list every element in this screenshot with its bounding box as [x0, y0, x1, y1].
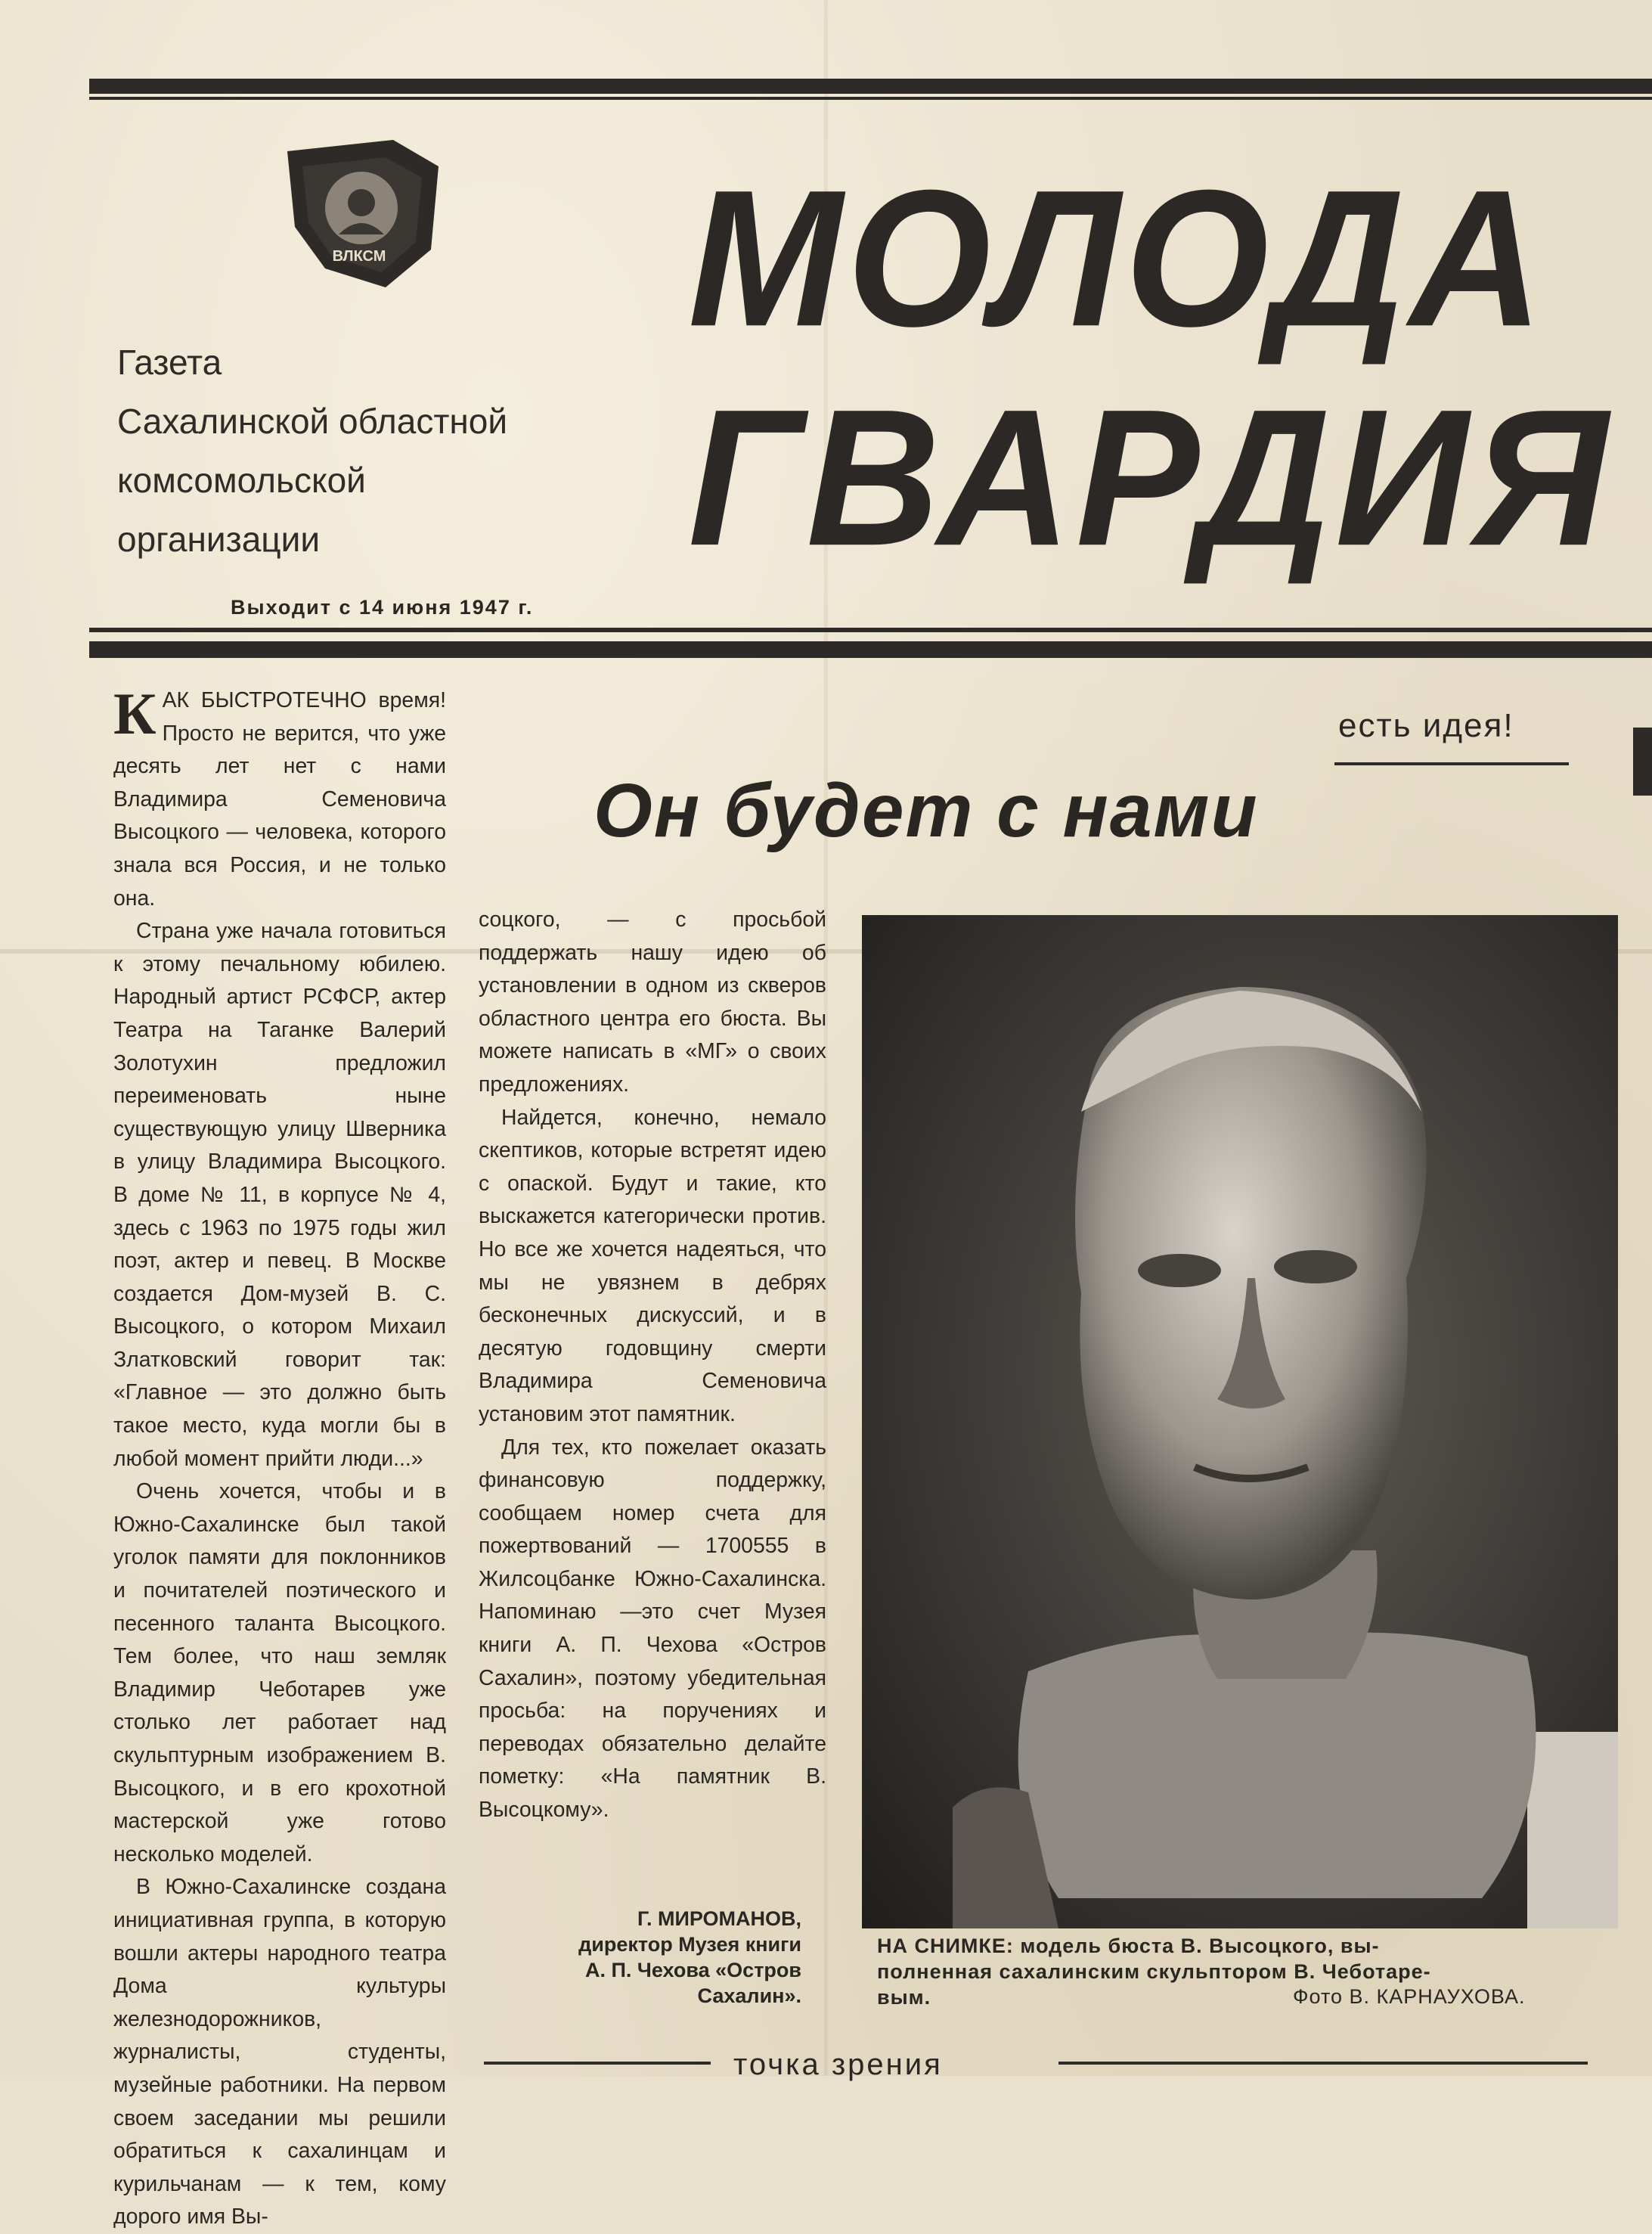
rubric-underline	[1334, 762, 1569, 765]
masthead-bottom-rule-thick	[89, 641, 1652, 658]
masthead-bottom-rule	[89, 628, 1652, 632]
rubric-label: есть идея!	[1338, 707, 1514, 744]
edge-bar	[1633, 728, 1652, 796]
article-column-2	[479, 904, 826, 1827]
bottom-rule-left	[484, 2062, 711, 2065]
masthead-top-rule	[89, 79, 1652, 94]
article-headline: Он будет с нами	[594, 768, 1259, 853]
signature-line: директор Музея книги	[578, 1933, 801, 1956]
signature-line: Г. МИРОМАНОВ,	[637, 1907, 801, 1930]
masthead-title-line1: МОЛОДА	[688, 149, 1548, 367]
article-paragraph: КАК БЫСТРОТЕЧНО время! Просто не верится, что уже десять лет нет с нами Владимира Семеновича Высоцкого — человека, которого знала вся Россия, и не только она.	[113, 681, 446, 911]
signature-line: Сахалин».	[697, 1984, 801, 2007]
subtitle-line: комсомольской	[117, 461, 366, 500]
signature-line: А. П. Чехова «Остров	[585, 1959, 801, 1981]
drop-cap: К	[113, 681, 157, 746]
bust-photo-image	[862, 915, 1618, 1928]
bottom-rule-right	[1058, 2062, 1588, 2065]
article-paragraph: Страна уже начала готовиться к этому печальному юбилею. Народный артист РСФСР, актер Театра на Таганке Валерий Золотухин предложил переименовать ныне существующую улицу Шверника в улицу Владимира Высоцкого. В доме № 11, в корпусе № 4, здесь с 1963 по 1975 годы жил поэт, актер и певец. В Москве создается Дом-музей В. С. Высоцкого, о котором Михаил Златковский говорит так: «Главное — это должно быть такое место, куда могли бы в любой момент прийти люди...»	[113, 919, 446, 1471]
article-paragraph: Для тех, кто пожелает оказать финансовую поддержку, сообщаем номер счета для пожертвований — 1700555 в Жилсоцбанке Южно-Сахалинска. Напоминаю —это счет Музея книги А. П. Чехова «Остров Сахалин», поэтому убедительная просьба: на поручениях и переводах обязательно делайте пометку: «На памятник В. Высоцкому».	[479, 1435, 826, 1823]
subtitle-line: организации	[117, 520, 321, 559]
article-paragraph: В Южно-Сахалинске создана инициативная группа, в которую вошли актеры народного театра Дома культуры железнодорожников, журналисты, студенты, музейные работники. На первом своем заседании мы решили обратиться к сахалинцам и курильчанам — к тем, кому дорого имя Вы-	[113, 1875, 446, 2229]
article-paragraph: Очень хочется, чтобы и в Южно-Сахалинске был такой уголок памяти для поклонников и почитателей поэтического и песенного таланта Высоцкого. Тем более, что наш земляк Владимир Чеботарев уже столько лет работает над скульптурным изображением В. Высоцкого, и в его крохотной мастерской уже готово несколько моделей.	[113, 1479, 446, 1866]
vlksm-badge-icon	[280, 136, 446, 295]
subtitle-line: Сахалинской областной	[117, 402, 508, 441]
subtitle-line: Газета	[117, 343, 222, 382]
bust-photo	[862, 915, 1618, 1928]
article-paragraph: соцкого, — с просьбой поддержать нашу идею об установлении в одном из скверов областного центра его бюста. Вы можете написать в «МГ» о своих предложениях.	[479, 908, 826, 1097]
article-paragraph: Найдется, конечно, немало скептиков, которые встретят идею с опаской. Будут и такие, кто выскажется категорически против. Но все же хочется надеяться, что мы не увязнем в дебрях бесконечных дискуссий, и в десятую годовщину смерти Владимира Семеновича установим этот памятник.	[479, 1105, 826, 1426]
photo-credit: Фото В. КАРНАУХОВА.	[1293, 1985, 1526, 2008]
caption-line: НА СНИМКЕ: модель бюста В. Высоцкого, вы-	[877, 1935, 1380, 1957]
published-since: Выходит с 14 июня 1947 г.	[231, 596, 534, 619]
article-signature	[491, 1906, 801, 2009]
bottom-rubric: точка зрения	[733, 2048, 943, 2081]
badge-text: ВЛКСМ	[332, 248, 386, 265]
caption-line: вым.	[877, 1986, 931, 2009]
article-column-1	[113, 681, 446, 2234]
caption-line: полненная сахалинским скульптором В. Чеботаре-	[877, 1960, 1431, 1983]
newspaper-subtitle	[117, 333, 631, 569]
masthead-title-line2: ГВАРДИЯ	[688, 368, 1613, 586]
